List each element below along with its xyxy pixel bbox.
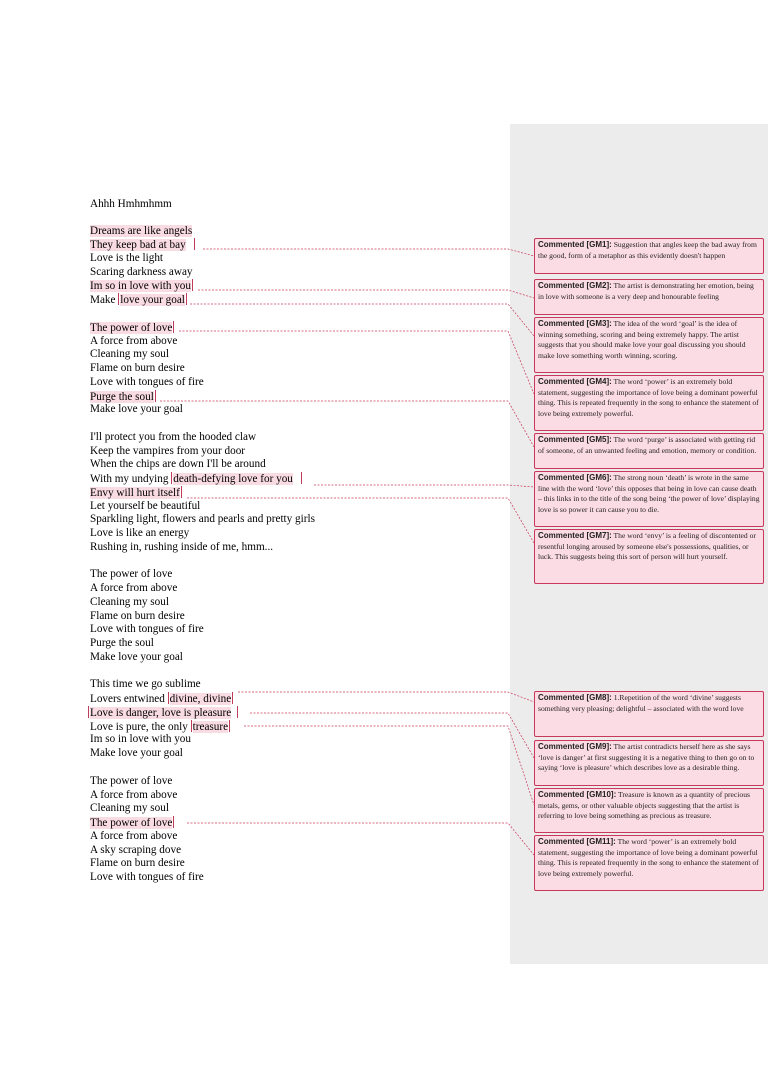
connector-gm11 <box>187 823 534 855</box>
comment-anchor-mark <box>173 816 174 828</box>
comment-balloon-gm4[interactable] <box>534 375 764 431</box>
comment-author: Commented [GM9]: <box>538 742 612 751</box>
commented-text-gm9[interactable]: Love is danger, love is pleasure <box>90 707 232 719</box>
connector-gm1 <box>203 249 534 256</box>
comment-anchor-mark <box>186 293 187 305</box>
lyric-line: Scaring darkness away <box>90 266 193 278</box>
comment-balloon-gm9[interactable] <box>534 740 764 786</box>
lyric-line: Cleaning my soul <box>90 596 169 608</box>
lyric-line: When the chips are down I'll be around <box>90 458 266 470</box>
lyric-line: A sky scraping dove <box>90 844 182 856</box>
lyric-line: I'll protect you from the hooded claw <box>90 431 257 443</box>
comment-text: The word ‘envy’ is a feeling of discontented or resentful longing aroused by someone else's possessions, qualities, or luck. This suggests being this sort of person will hurt yourself. <box>538 531 756 561</box>
lyric-text: Lovers entwined <box>90 693 168 705</box>
comment-text: The word ‘power’ is an extremely bold statement, suggesting the importance of love being a dominant powerful thing. This is repeated frequently in the song to enhance the statement of love being extremely powerful. <box>538 377 759 418</box>
lyric-line <box>90 293 187 307</box>
lyric-line: Make love your goal <box>90 747 183 759</box>
lyric-line <box>90 706 238 720</box>
lyric-line: The power of love <box>90 775 173 787</box>
commented-text-gm2[interactable]: Im so in love with you <box>90 280 191 292</box>
comment-anchor-mark <box>173 321 174 333</box>
commented-text-gm11[interactable]: The power of love <box>90 817 173 829</box>
comment-author: Commented [GM11]: <box>538 837 616 846</box>
lyric-line <box>90 486 182 500</box>
comment-text: The artist contradicts herself here as she says ‘love is danger’ at first suggesting it is a negative thing to then go on to saying ‘love is pleasure’ which describes love as a desirable thing. <box>538 742 755 772</box>
comment-anchor-mark <box>237 706 238 718</box>
comment-text: Treasure is known as a quantity of precious metals, gems, or other valuable objects suggesting that the artist is referring to love being something as precious as treasure. <box>538 790 750 820</box>
lyric-line <box>90 692 233 706</box>
comment-balloon-gm8[interactable] <box>534 691 764 737</box>
comment-text: 1.Repetition of the word ‘divine’ suggests something very pleasing; delightful – associated with the word love <box>538 693 744 713</box>
highlighted-text: Dreams are like angels <box>90 225 193 237</box>
comment-balloon-gm11[interactable] <box>534 835 764 891</box>
lyric-line: Purge the soul <box>90 637 154 649</box>
comment-anchor-mark <box>229 720 230 732</box>
comment-author: Commented [GM8]: <box>538 693 612 702</box>
comment-balloon-gm3[interactable] <box>534 317 764 373</box>
lyric-line <box>90 472 302 486</box>
connector-gm6 <box>314 485 534 487</box>
commented-text-gm8[interactable]: divine, divine <box>169 693 232 705</box>
comment-anchor-mark <box>181 486 182 498</box>
lyric-line: Make love your goal <box>90 651 183 663</box>
comment-balloon-gm1[interactable] <box>534 238 764 274</box>
lyric-line: Flame on burn desire <box>90 362 185 374</box>
comment-author: Commented [GM7]: <box>538 531 612 540</box>
comment-author: Commented [GM3]: <box>538 319 612 328</box>
comment-anchor-mark <box>168 692 169 704</box>
comment-anchor-mark <box>88 706 89 718</box>
lyric-line <box>90 238 195 252</box>
lyric-line: Love with tongues of fire <box>90 376 204 388</box>
comment-author: Commented [GM1]: <box>538 240 612 249</box>
commented-text-gm3[interactable]: love your goal <box>120 294 185 306</box>
lyric-text: With my undying <box>90 473 172 485</box>
comment-anchor-mark <box>155 390 156 402</box>
comment-balloon-gm6[interactable] <box>534 471 764 527</box>
commented-text-gm10[interactable]: treasure <box>192 721 229 733</box>
comment-balloon-gm10[interactable] <box>534 788 764 833</box>
comment-author: Commented [GM5]: <box>538 435 612 444</box>
comment-text: The word ‘power’ is an extremely bold statement, suggesting the importance of love being a dominant powerful thing. This is repeated frequently in the song to enhance the statement of love being extremely powerful. <box>538 837 759 878</box>
comment-balloon-gm2[interactable] <box>534 279 764 315</box>
lyric-line <box>90 279 193 293</box>
connector-gm3 <box>190 304 534 336</box>
lyric-line: Keep the vampires from your door <box>90 445 246 457</box>
lyric-line <box>90 390 156 404</box>
comment-author: Commented [GM2]: <box>538 281 612 290</box>
comment-anchor-mark <box>232 692 233 704</box>
lyric-line: Love is the light <box>90 252 164 264</box>
comment-anchor-mark <box>301 472 302 484</box>
comment-anchor-mark <box>194 238 195 250</box>
lyric-line: Make love your goal <box>90 403 183 415</box>
comment-text: The artist is demonstrating her emotion, being in love with someone is a very deep and honourable feeling <box>538 281 754 301</box>
lyric-line: Ahhh Hmhmhmm <box>90 198 172 210</box>
comment-anchor-mark <box>192 279 193 291</box>
lyric-line: Flame on burn desire <box>90 610 185 622</box>
lyric-line: Rushing in, rushing inside of me, hmm... <box>90 541 274 553</box>
comment-text: The strong noun ‘death’ is wrote in the same line with the word ‘love’ this opposes that being in love can cause death – this links in to the title of the song being ‘the power of love’ displaying love is so power it can cause you to die. <box>538 473 760 514</box>
comment-author: Commented [GM10]: <box>538 790 617 799</box>
lyric-line: The power of love <box>90 568 173 580</box>
lyric-line: This time we go sublime <box>90 678 201 690</box>
comment-text: The word ‘purge’ is associated with getting rid of someone, of an unwanted feeling and emotion, memory or condition. <box>538 435 757 455</box>
lyric-text: Make <box>90 294 119 306</box>
connector-gm8 <box>238 692 534 702</box>
lyric-line <box>90 321 174 335</box>
comment-text: The idea of the word ‘goal’ is the idea of winning something, scoring and being extremely happy. The artist suggests that you should make love your goal discussing you should make love something worth winning, scoring. <box>538 319 746 360</box>
comment-anchor-mark <box>191 720 192 732</box>
lyric-line: Love with tongues of fire <box>90 623 204 635</box>
commented-text-gm1[interactable]: They keep bad at bay <box>90 239 186 251</box>
lyric-line: Cleaning my soul <box>90 348 169 360</box>
lyric-line: Im so in love with you <box>90 733 191 745</box>
commented-text-gm5[interactable]: Purge the soul <box>90 391 154 403</box>
lyric-line: A force from above <box>90 830 178 842</box>
lyric-line <box>90 720 230 734</box>
commented-text-gm7[interactable]: Envy will hurt itself <box>90 487 180 499</box>
comment-text: Suggestion that angles keep the bad away from the good, form of a metaphor as this evidently doesn't happen <box>538 240 757 260</box>
lyric-line: Let yourself be beautiful <box>90 500 201 512</box>
lyric-line: A force from above <box>90 789 178 801</box>
connector-gm4 <box>179 331 534 394</box>
comment-balloon-gm5[interactable] <box>534 433 764 469</box>
lyric-line: Flame on burn desire <box>90 857 185 869</box>
comment-author: Commented [GM4]: <box>538 377 612 386</box>
lyric-text: Love is pure, the only <box>90 721 191 733</box>
comment-balloon-gm7[interactable] <box>534 529 764 584</box>
lyric-line: Cleaning my soul <box>90 802 169 814</box>
lyric-line <box>90 816 174 830</box>
lyric-line <box>90 225 192 238</box>
commented-text-gm6[interactable]: death-defying love for you <box>173 473 293 485</box>
comment-author: Commented [GM6]: <box>538 473 612 482</box>
lyric-line: Love is like an energy <box>90 527 190 539</box>
connector-gm2 <box>198 290 534 298</box>
connector-gm9 <box>250 713 534 758</box>
lyric-line: Sparkling light, flowers and pearls and pretty girls <box>90 513 315 525</box>
commented-text-gm4[interactable]: The power of love <box>90 322 173 334</box>
lyric-line: Love with tongues of fire <box>90 871 204 883</box>
lyric-line: A force from above <box>90 582 178 594</box>
lyric-line: A force from above <box>90 335 178 347</box>
connector-gm10 <box>244 726 534 805</box>
